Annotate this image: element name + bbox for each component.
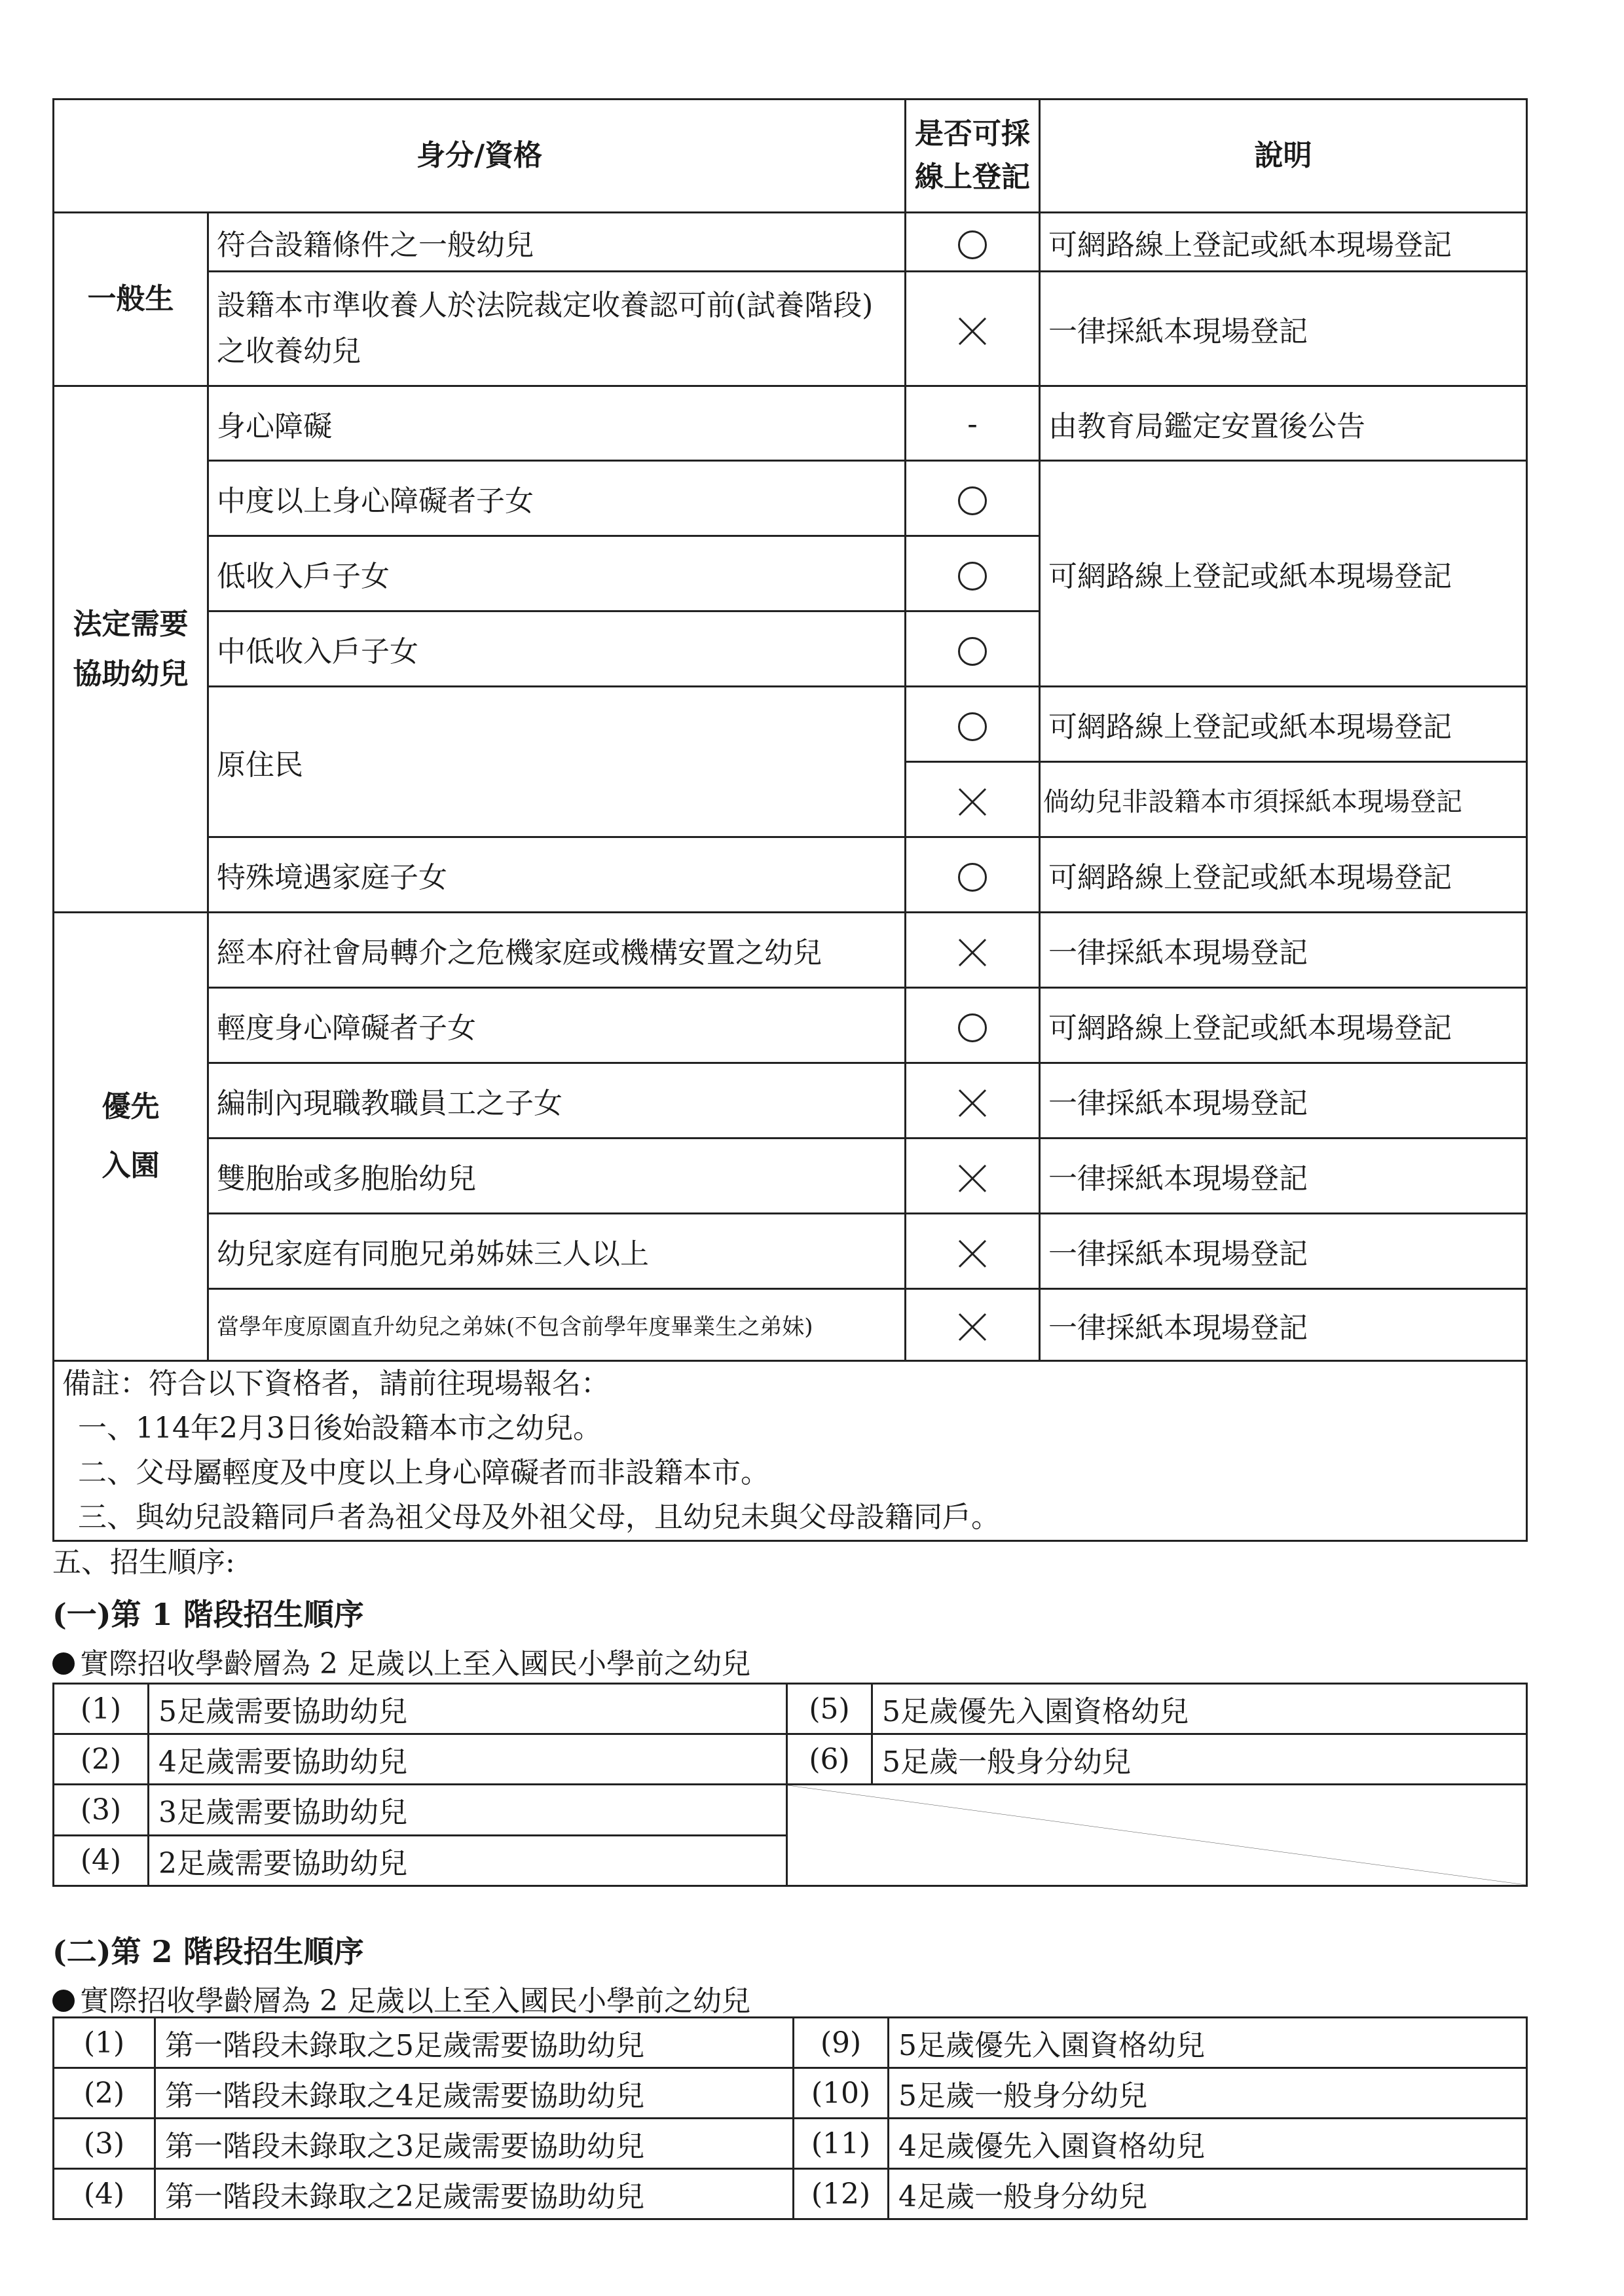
online-mark	[906, 687, 1040, 762]
stage1-title: (一)第 1 階段招生順序	[52, 1597, 364, 1632]
order-number: (3)	[54, 1785, 149, 1836]
remarks	[54, 1361, 1527, 1541]
order-number: (1)	[54, 2018, 155, 2068]
online-mark	[906, 1063, 1040, 1139]
row-label: 雙胞胎或多胞胎幼兒	[208, 1139, 906, 1214]
remark-item: 一、114年2月3日後始設籍本市之幼兒。	[78, 1412, 602, 1445]
online-mark	[906, 762, 1040, 837]
row-note: 可網路線上登記或紙本現場登記	[1040, 837, 1527, 913]
diagonal-line	[788, 1785, 1526, 1885]
table-row	[54, 1214, 1527, 1289]
table-row	[54, 988, 1527, 1063]
row-note: 一律採紙本現場登記	[1040, 272, 1527, 386]
cross-icon	[957, 1311, 988, 1343]
table-row	[54, 2068, 1527, 2119]
row-note: 一律採紙本現場登記	[1040, 1139, 1527, 1214]
cross-icon	[957, 786, 988, 818]
table-row	[54, 2169, 1527, 2219]
remarks-title: 備註：符合以下資格者，請前往現場報名：	[62, 1367, 610, 1400]
remark-item: 三、與幼兒設籍同戶者為祖父母及外祖父母，且幼兒未與父母設籍同戶。	[78, 1501, 1000, 1534]
row-note: 一律採紙本現場登記	[1040, 1063, 1527, 1139]
online-mark	[906, 1139, 1040, 1214]
row-label: 中度以上身心障礙者子女	[208, 461, 906, 536]
row-label: 當學年度原園直升幼兒之弟妹(不包含前學年度畢業生之弟妹)	[208, 1289, 906, 1361]
order-number: (2)	[54, 2068, 155, 2119]
remarks-row	[54, 1361, 1527, 1541]
row-note: 一律採紙本現場登記	[1040, 1214, 1527, 1289]
order-number: (11)	[794, 2119, 889, 2169]
row-label: 符合設籍條件之一般幼兒	[208, 213, 906, 272]
bullet-icon	[52, 1990, 75, 2012]
row-note: 可網路線上登記或紙本現場登記	[1040, 461, 1527, 687]
stage1-subtitle	[52, 1640, 750, 1682]
online-mark	[906, 461, 1040, 536]
table-row	[54, 2119, 1527, 2169]
order-number: (5)	[787, 1684, 872, 1734]
category-legal: 法定需要 協助幼兒	[54, 386, 208, 913]
table-row	[54, 2018, 1527, 2068]
header-identity: 身分/資格	[54, 100, 906, 213]
online-mark	[906, 536, 1040, 611]
table-row	[54, 1289, 1527, 1361]
order-label: 第一階段未錄取之5足歲需要協助幼兒	[155, 2018, 794, 2068]
empty-diagonal-cell	[787, 1785, 1527, 1886]
row-label: 身心障礙	[208, 386, 906, 461]
stage2-title: (二)第 2 階段招生順序	[52, 1934, 364, 1969]
row-label: 經本府社會局轉介之危機家庭或機構安置之幼兒	[208, 913, 906, 988]
order-number: (4)	[54, 2169, 155, 2219]
order-number: (9)	[794, 2018, 889, 2068]
order-number: (12)	[794, 2169, 889, 2219]
cross-icon	[957, 937, 988, 968]
row-label: 中低收入戶子女	[208, 611, 906, 687]
online-mark	[906, 611, 1040, 687]
row-label: 低收入戶子女	[208, 536, 906, 611]
order-number: (10)	[794, 2068, 889, 2119]
order-label: 5足歲優先入園資格幼兒	[872, 1684, 1527, 1734]
cross-icon	[957, 316, 988, 347]
remark-item: 二、父母屬輕度及中度以上身心障礙者而非設籍本市。	[78, 1456, 769, 1489]
category-priority: 優先 入園	[54, 913, 208, 1361]
table-row	[54, 837, 1527, 913]
row-label: 編制內現職教職員工之子女	[208, 1063, 906, 1139]
order-label: 5足歲需要協助幼兒	[149, 1684, 787, 1734]
online-mark	[906, 1289, 1040, 1361]
order-number: (1)	[54, 1684, 149, 1734]
online-mark	[906, 272, 1040, 386]
circle-icon	[958, 712, 987, 741]
table-row	[54, 461, 1527, 536]
header-description: 說明	[1040, 100, 1527, 213]
online-mark	[906, 213, 1040, 272]
online-mark	[906, 913, 1040, 988]
order-number: (4)	[54, 1835, 149, 1886]
header-online: 是否可採 線上登記	[906, 100, 1040, 213]
header-row	[54, 100, 1527, 213]
order-label: 5足歲一般身分幼兒	[872, 1734, 1527, 1785]
stage1-table	[52, 1683, 1528, 1887]
online-mark	[906, 837, 1040, 913]
order-label: 5足歲優先入園資格幼兒	[889, 2018, 1527, 2068]
order-label: 4足歲一般身分幼兒	[889, 2169, 1527, 2219]
cross-icon	[957, 1163, 988, 1194]
row-note: 可網路線上登記或紙本現場登記	[1040, 988, 1527, 1063]
order-label: 第一階段未錄取之2足歲需要協助幼兒	[155, 2169, 794, 2219]
order-label: 4足歲優先入園資格幼兒	[889, 2119, 1527, 2169]
circle-icon	[958, 486, 987, 515]
online-mark: -	[906, 386, 1040, 461]
order-number: (2)	[54, 1734, 149, 1785]
row-note: 一律採紙本現場登記	[1040, 1289, 1527, 1361]
table-row	[54, 1734, 1527, 1785]
section-title: 五、招生順序:	[52, 1546, 235, 1579]
table-row	[54, 213, 1527, 272]
table-row	[54, 1684, 1527, 1734]
cross-icon	[957, 1238, 988, 1269]
order-label: 第一階段未錄取之4足歲需要協助幼兒	[155, 2068, 794, 2119]
order-number: (3)	[54, 2119, 155, 2169]
stage1-subtitle-text: 實際招收學齡層為 2 足歲以上至入國民小學前之幼兒	[80, 1647, 750, 1681]
row-label: 設籍本市準收養人於法院裁定收養認可前(試養階段)之收養幼兒	[208, 272, 906, 386]
row-note: 由教育局鑑定安置後公告	[1040, 386, 1527, 461]
row-label: 特殊境遇家庭子女	[208, 837, 906, 913]
order-label: 第一階段未錄取之3足歲需要協助幼兒	[155, 2119, 794, 2169]
order-label: 3足歲需要協助幼兒	[149, 1785, 787, 1836]
table-row	[54, 272, 1527, 386]
table-row	[54, 1785, 1527, 1836]
category-general: 一般生	[54, 213, 208, 386]
table-row	[54, 913, 1527, 988]
table-row	[54, 386, 1527, 461]
qualification-table	[52, 98, 1528, 1542]
circle-icon	[958, 863, 987, 892]
row-note: 倘幼兒非設籍本市須採紙本現場登記	[1040, 762, 1527, 837]
cross-icon	[957, 1087, 988, 1119]
table-row	[54, 1139, 1527, 1214]
row-note: 可網路線上登記或紙本現場登記	[1040, 213, 1527, 272]
online-mark	[906, 1214, 1040, 1289]
order-label: 4足歲需要協助幼兒	[149, 1734, 787, 1785]
row-label: 幼兒家庭有同胞兄弟姊妹三人以上	[208, 1214, 906, 1289]
table-row	[54, 687, 1527, 762]
row-label: 輕度身心障礙者子女	[208, 988, 906, 1063]
bullet-icon	[52, 1652, 75, 1675]
stage2-table	[52, 2016, 1528, 2220]
circle-icon	[958, 637, 987, 666]
circle-icon	[958, 1013, 987, 1042]
row-note: 可網路線上登記或紙本現場登記	[1040, 687, 1527, 762]
row-label: 原住民	[208, 687, 906, 837]
table-row	[54, 1063, 1527, 1139]
stage2-subtitle-text: 實際招收學齡層為 2 足歲以上至入國民小學前之幼兒	[80, 1984, 750, 2018]
row-note: 一律採紙本現場登記	[1040, 913, 1527, 988]
circle-icon	[958, 562, 987, 591]
online-mark	[906, 988, 1040, 1063]
order-number: (6)	[787, 1734, 872, 1785]
order-label: 2足歲需要協助幼兒	[149, 1835, 787, 1886]
circle-icon	[958, 230, 987, 259]
order-label: 5足歲一般身分幼兒	[889, 2068, 1527, 2119]
stage2-subtitle	[52, 1977, 750, 2019]
